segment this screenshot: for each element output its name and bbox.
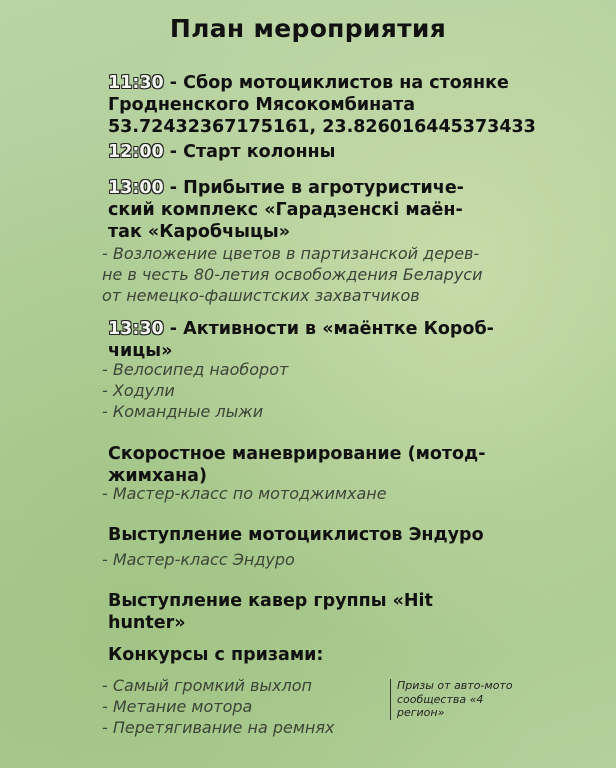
schedule-item-1300: [108, 177, 578, 243]
item-line: так «Каробчыцы»: [108, 222, 291, 242]
sub-item: - Возложение цветов в партизанской дерев-: [102, 244, 480, 263]
item-text: Активности в «маёнтке Короб-: [183, 319, 494, 339]
item-line: ский комплекс «Гарадзенскі маён-: [108, 200, 463, 220]
note-line: Призы от авто-мото: [397, 679, 513, 692]
time-badge: 13:00: [108, 178, 164, 198]
sub-item: не в честь 80-летия освобождения Беларуси: [102, 265, 483, 284]
page-title: План мероприятия: [169, 14, 447, 43]
schedule-item-1130: [108, 72, 578, 138]
item-line: Гродненского Мясокомбината: [108, 95, 416, 115]
item-line: hunter»: [108, 613, 186, 633]
gymkhana-sub: [102, 483, 572, 504]
cover-band-section: [108, 590, 578, 634]
item-text: Сбор мотоциклистов на стоянке: [183, 73, 509, 93]
contests-section: [108, 644, 578, 666]
schedule-item-1330: [108, 318, 578, 362]
item-line: Выступление мотоциклистов Эндуро: [108, 525, 484, 545]
sub-item: - Ходули: [102, 381, 175, 400]
enduro-section: [108, 524, 578, 546]
item-line: [108, 72, 578, 94]
sub-list-1330: [102, 359, 572, 422]
item-line: [108, 177, 578, 199]
schedule-item-1200: [108, 141, 578, 163]
enduro-sub: [102, 549, 572, 570]
item-line: 53.72432367175161, 23.826016445373433: [108, 117, 536, 137]
item-line: Скоростное маневрирование (мотод-: [108, 444, 486, 464]
sub-item: - Командные лыжи: [102, 402, 264, 421]
item-line: чицы»: [108, 341, 173, 361]
sub-item: - Велосипед наоборот: [102, 360, 289, 379]
prize-note: [390, 679, 547, 720]
sub-item: - Мастер-класс по мотоджимхане: [102, 484, 387, 503]
time-badge: 12:00: [108, 142, 164, 162]
item-line: [108, 141, 578, 163]
item-text: Прибытие в агротуристиче-: [183, 178, 464, 198]
sub-list-1300: [102, 243, 572, 306]
note-line: регион»: [397, 706, 445, 719]
note-line: сообщества «4: [397, 692, 484, 706]
separator: -: [163, 73, 184, 93]
time-badge: 11:30: [108, 73, 164, 93]
separator: -: [163, 142, 184, 162]
item-line: жимхана): [108, 466, 207, 486]
time-badge: 13:30: [108, 319, 164, 339]
sub-item: от немецко-фашистских захватчиков: [102, 286, 420, 305]
item-line: Выступление кавер группы «Hit: [108, 591, 433, 611]
item-line: [108, 318, 578, 340]
item-text: Старт колонны: [183, 142, 336, 162]
contests-sub: [102, 675, 382, 738]
sub-item: - Метание мотора: [102, 697, 253, 716]
separator: -: [163, 178, 184, 198]
sub-item: - Перетягивание на ремнях: [102, 718, 335, 737]
sub-item: - Мастер-класс Эндуро: [102, 550, 295, 569]
separator: -: [163, 319, 184, 339]
item-line: Конкурсы с призами:: [108, 645, 324, 665]
sub-item: - Самый громкий выхлоп: [102, 676, 312, 695]
gymkhana-section: [108, 443, 578, 487]
